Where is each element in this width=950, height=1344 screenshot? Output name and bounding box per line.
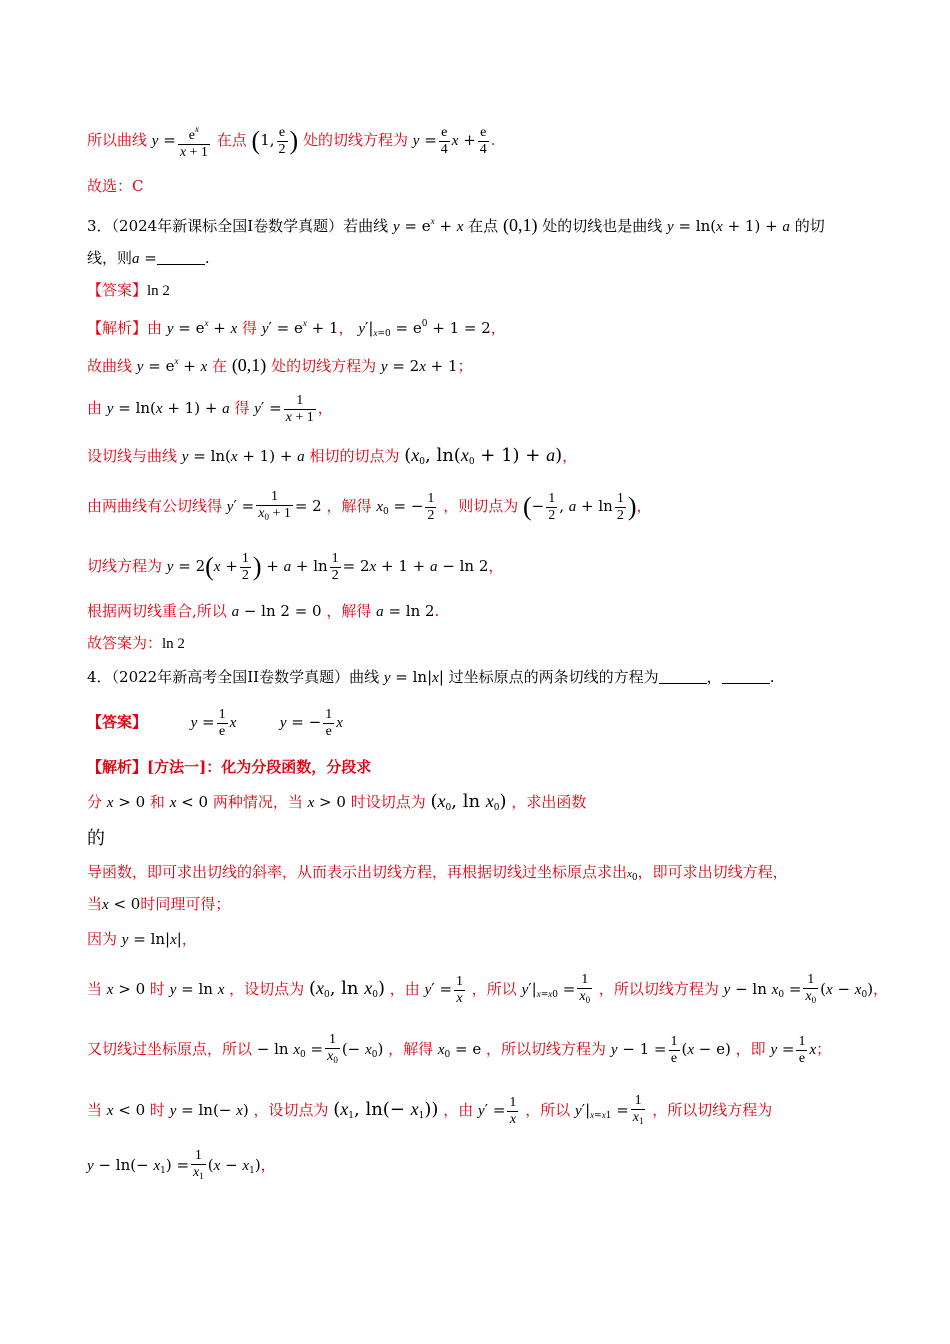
step-2: 由 y = ln(x + 1) + a 得 y′ = $\frac{1}{x + 1}$ ， [87, 392, 333, 425]
text: 分 [87, 793, 103, 811]
text-2: 的 [87, 828, 105, 849]
text: 处的切线方程为 [302, 131, 408, 149]
analysis-tag: 【解析】 [87, 758, 148, 776]
text: ln 2 [162, 636, 185, 652]
text: ， [317, 399, 333, 417]
text: ， [490, 319, 506, 337]
text: ， [636, 497, 652, 515]
text: 设切线与曲线 [87, 447, 178, 465]
analysis-tag: 【解析】 [87, 319, 148, 337]
final-answer-3 [87, 632, 890, 655]
text: 根据两切线重合,所以 [87, 602, 227, 620]
text-8: 当 x < 0 时 y = ln(− x) ，设切点为 ($x_1$, $\ln(- x_1)$) ，由 y′ = $\frac{1}{x}$ ，所以 $y'|_{x=x1}$ = $\frac{1}{x_1}$ ，所以切线方程为 [87, 1093, 773, 1127]
text: 因为 [87, 930, 118, 948]
text: 线，则 [87, 249, 133, 267]
text: 故答案为： [87, 634, 163, 652]
text: 所以曲线 [87, 131, 148, 149]
conclusion-line: 所以曲线 y = $\frac{e^x}{x + 1}$ 在点 (1, $\frac{e}{2}$ ) 处的切线方程为 y = $\frac{e}{4}$ x + $\frac{e}{4}$ . [87, 118, 890, 163]
answer-3 [87, 279, 890, 302]
answer-value: ln 2 [147, 283, 170, 299]
text: 在点 [468, 217, 499, 235]
text: 和 [149, 793, 165, 811]
text-5: 因为 y = ln|x|， [87, 930, 197, 948]
text: 处的切线也是曲线 [542, 217, 663, 235]
text: . [434, 602, 440, 620]
analysis-4-title [87, 756, 890, 778]
text-7: 又切线过坐标原点，所以 − $\ln x_0$ = $\frac{1}{x_0}$ (− $x_0$) ，解得 $x_0 = e$ ，所以切线方程为 y − 1 = $\frac{1}{e}$ (x − e) ，即 y = $\frac{1}{e}$ x； [87, 1032, 832, 1066]
text: 3．（2024年新课标全国Ⅰ卷数学真题）若曲线 [87, 217, 389, 235]
text: . [769, 668, 775, 686]
text: 当 [87, 1101, 103, 1119]
text: ； [457, 357, 473, 375]
text: 切线方程为 [87, 557, 163, 575]
text: ，解得 [326, 497, 372, 515]
text-6: 当 x > 0 时 y = ln x ，设切点为 ($x_0$, $\ln x_0$) ，由 y′ = $\frac{1}{x}$ ，所以 $y'|_{x=x0}$ = $\frac{1}{x_0}$ ，所以切线方程为 $y - \ln x_0$ = $\frac{1}{x_0}$ $(x - x_0)$， [87, 972, 889, 1006]
text: ，所以 [471, 980, 517, 998]
answer-tag: 【答案】 [87, 713, 148, 731]
text: ，所以切线方程为 [598, 980, 719, 998]
text: 当 [87, 980, 103, 998]
text: ，所以 [525, 1101, 571, 1119]
analysis-3: 【解析】由 $y = e^x + x$ 得 $y' = e^x + 1$， $y'|_{x=0} = e^0 + 1 = 2$， [87, 318, 506, 339]
text: 又切线过坐标原点，所以 [87, 1040, 253, 1058]
text: 4．（2022年新高考全国II卷数学真题）曲线 [87, 668, 380, 686]
text: . [204, 249, 210, 267]
question-3-cont: 线，则a = . [87, 249, 210, 267]
step-5: 切线方程为 y = 2(x + $\frac{1}{2}$ ) + a + ln $\frac{1}{2}$ = 2x + 1 + a − ln 2， [87, 550, 504, 583]
answer-blank [157, 250, 205, 265]
text: ， [488, 557, 504, 575]
text: 时同理可得； [140, 895, 231, 913]
text: 由两曲线有公切线得 [87, 497, 223, 515]
text: ， [706, 668, 722, 686]
text: 在点 [216, 131, 247, 149]
answer-4: 【答案】 y = $\frac{1}{e}$ x y = − $\frac{1}{e}$ x [87, 706, 343, 739]
text-3: 导函数，即可求出切线的斜率，从而表示出切线方程，再根据切线过坐标原点求出$x_0$，即可求出切线方程， [87, 863, 788, 883]
text: 相切的切点为 [309, 447, 400, 465]
method-title: [方法一]：化为分段函数，分段求 [147, 758, 372, 776]
text: ，由 [389, 980, 420, 998]
text: 得 [234, 399, 250, 417]
text: ， [562, 447, 578, 465]
text: ， [181, 930, 197, 948]
text: 时设切点为 [350, 793, 426, 811]
text: ， [338, 319, 354, 337]
text: ，求出函数 [511, 793, 587, 811]
text: 两种情况，当 [212, 793, 303, 811]
text: 得 [242, 319, 258, 337]
text-4: 当x < 0时同理可得； [87, 895, 231, 913]
step-1: 故曲线 $y = e^x + x$ 在 (0,1) 处的切线方程为 y = 2x + 1； [87, 355, 473, 375]
choice-line: 故选：C [87, 177, 144, 195]
question-4: 4．（2022年新高考全国II卷数学真题）曲线 y = ln|x| 过坐标原点的两条切线的方程为 ， . [87, 668, 775, 686]
step-6: 根据两切线重合,所以 a − ln 2 = 0 ，解得 a = ln 2. [87, 602, 440, 620]
text-9: $y - \ln(- x_1)$ = $\frac{1}{x_1}$ $(x - x_1)$， [87, 1148, 276, 1181]
answer-blank-2 [722, 669, 770, 684]
text: 导函数，即可求出切线的斜率，从而表示出切线方程，再根据切线过坐标原点求出 [87, 863, 628, 881]
text: 由 [87, 399, 103, 417]
text: ，则切点为 [443, 497, 519, 515]
step-4: 由两曲线有公切线得 y′ = $\frac{1}{x_0 + 1}$ = 2 ，解得 $x_0$ = − $\frac{1}{2}$ ，则切点为 (− $\frac{1}{2}$ , a + ln $\frac{1}{2}$ )， [87, 489, 652, 523]
text: ，所以切线方程为 [486, 1040, 607, 1058]
text: 当 [87, 895, 103, 913]
text: ，即 [735, 1040, 766, 1058]
text: . [490, 131, 496, 149]
text-1: 分 x > 0 和 x < 0 两种情况，当 x > 0 时设切点为 ($x_0$, $\ln x_0$) ，求出函数 [87, 791, 587, 813]
text: ，设切点为 [253, 1101, 329, 1119]
answer-tag: 【答案】 [87, 281, 148, 299]
text: ，即可求出切线方程， [637, 863, 788, 881]
text: ， [260, 1156, 276, 1174]
text: ，解得 [326, 602, 372, 620]
text: ，设切点为 [229, 980, 305, 998]
text: 处的切线方程为 [271, 357, 377, 375]
text: ，所以切线方程为 [652, 1101, 773, 1119]
text: ， [873, 980, 889, 998]
text: ，由 [443, 1101, 474, 1119]
text: 时 [149, 1101, 165, 1119]
step-3: 设切线与曲线 y = ln(x + 1) + a 相切的切点为 ($x_0$, $\ln(x_0 + 1) + a$)， [87, 445, 578, 467]
text: 时 [149, 980, 165, 998]
text: 的切 [794, 217, 825, 235]
text: 由 [147, 319, 163, 337]
text: 故曲线 [87, 357, 133, 375]
text: ； [816, 1040, 832, 1058]
text: 在 [212, 357, 228, 375]
text: 过坐标原点的两条切线的方程为 [448, 668, 659, 686]
question-3: 3．（2024年新课标全国Ⅰ卷数学真题）若曲线 $y = e^x + x$ 在点 (0,1) 处的切线也是曲线 y = ln(x + 1) + a 的切 [87, 215, 825, 235]
text: ，解得 [388, 1040, 434, 1058]
answer-blank-1 [659, 669, 707, 684]
